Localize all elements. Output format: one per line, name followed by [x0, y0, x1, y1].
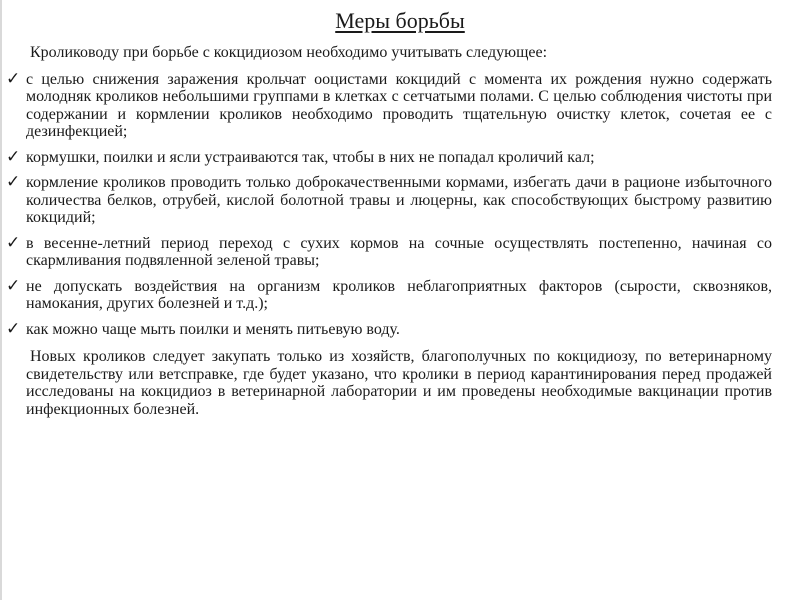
- measures-list: [6, 68, 772, 339]
- check-mark-icon: ✓: [6, 146, 21, 167]
- check-mark-icon: ✓: [6, 68, 21, 89]
- left-border-line: [0, 0, 2, 600]
- intro-paragraph: Кролиководу при борьбе с кокцидиозом необходимо учитывать следующее:: [30, 44, 548, 61]
- check-mark-icon: ✓: [6, 172, 21, 192]
- list-item-text: в весенне-летний период переход с сухих кормов на сочные осуществлять постепенно, начиная со скармливания подвяленной зеленой травы;: [26, 234, 772, 269]
- list-item-text: кормушки, поилки и ясли устраиваются так, чтобы в них не попадал кроличий кал;: [26, 148, 595, 166]
- check-mark-icon: ✓: [6, 318, 21, 339]
- list-item: [6, 275, 772, 313]
- list-item: [6, 68, 772, 141]
- slide-title-text: Меры борьбы: [335, 8, 465, 33]
- list-item-text: как можно чаще мыть поилки и менять питьевую воду.: [26, 320, 400, 338]
- check-mark-icon: ✓: [6, 275, 21, 296]
- check-mark-icon: ✓: [6, 232, 21, 253]
- list-item-text: не допускать воздействия на организм кроликов неблагоприятных факторов (сырости, сквозняков, намокания, других болезней и т.д.);: [26, 277, 772, 312]
- closing-paragraph: Новых кроликов следует закупать только из хозяйств, благополучных по кокцидиозу, по ветеринарному свидетельству или ветсправке, где будет указано, что кролики в период карантинирования перед продажей исследованы на кокцидиоз в ветеринарной лаборатории и им проведены необходимые вакцинации против инфекционных болезней.: [26, 348, 772, 418]
- slide-title: [0, 6, 800, 36]
- list-item: [6, 318, 772, 339]
- list-item: [6, 232, 772, 270]
- list-item: [6, 146, 772, 167]
- list-item-text: с целью снижения заражения крольчат ооцистами кокцидий с момента их рождения нужно содержать молодняк кроликов небольшими группами в клетках с сетчатыми полами. С целью соблюдения чистоты при содержании и кормлении кроликов необходимо проводить тщательную очистку клеток, сочетая ее с дезинфекцией;: [26, 70, 772, 140]
- list-item: [6, 174, 772, 227]
- slide-body: [6, 44, 772, 418]
- list-item-text: кормление кроликов проводить только доброкачественными кормами, избегать дачи в рационе избыточного количества белков, отрубей, кислой болотной травы и люцерны, как способствующих быстрому развитию кокцидий;: [26, 174, 772, 226]
